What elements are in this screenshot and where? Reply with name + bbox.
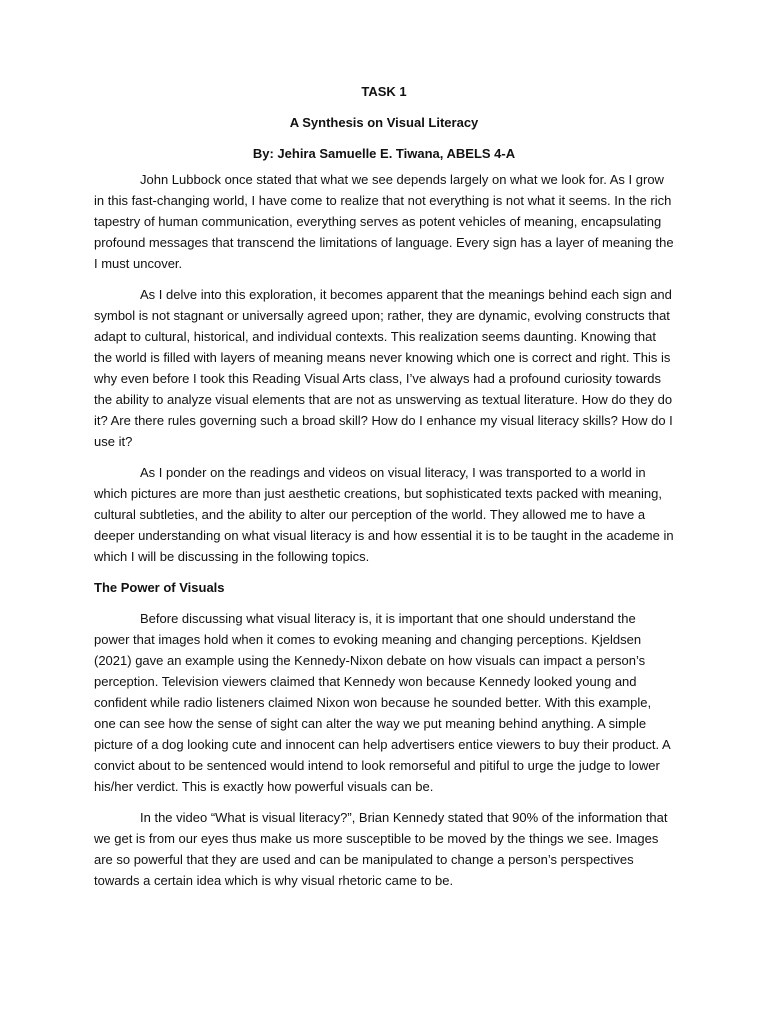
document-title: A Synthesis on Visual Literacy bbox=[289, 115, 479, 130]
paragraph: As I ponder on the readings and videos on visual literacy, I was transported to a world in which pictures are more than just aesthetic creations, but sophisticated texts packed with meaning, cultural subtleties, and the ability to alter our perception of the world. They allowed me to have a deeper understanding on what visual literacy is and how essential it is to be taught in the academe in which I will be discussing in the following topics. bbox=[94, 465, 674, 564]
author-line: By: Jehira Samuelle E. Tiwana, ABELS 4-A bbox=[252, 146, 516, 161]
section-heading: The Power of Visuals bbox=[94, 580, 225, 595]
paragraph: In the video “What is visual literacy?”, Brian Kennedy stated that 90% of the information that we get is from our eyes thus make us more susceptible to be moved by the things we see. Images are so powerful that they are used and can be manipulated to change a person’s perspectives towards a certain idea which is why visual rhetoric came to be. bbox=[94, 810, 668, 888]
paragraph: Before discussing what visual literacy is, it is important that one should understand the power that images hold when it comes to evoking meaning and changing perceptions. Kjeldsen (2021) gave an example using the Kennedy-Nixon debate on how visuals can impact a person’s perception. Television viewers claimed that Kennedy won because Kennedy looked young and confident while radio listeners claimed Nixon won because he sounded better. With this example, one can see how the sense of sight can alter the way we put meaning behind anything. A simple picture of a dog looking cute and innocent can help advertisers entice viewers to buy their product. A convict about to be sentenced would intend to look remorseful and pitiful to urge the judge to lower his/her verdict. This is exactly how powerful visuals can be. bbox=[94, 611, 670, 794]
paragraph: As I delve into this exploration, it becomes apparent that the meanings behind each sign and symbol is not stagnant or universally agreed upon; rather, they are dynamic, evolving constructs that adapt to cultural, historical, and individual contexts. This realization seems daunting. Knowing that the world is filled with layers of meaning means never knowing which one is correct and right. This is why even before I took this Reading Visual Arts class, I’ve always had a profound curiosity towards the ability to analyze visual elements that are not as unswerving as textual literature. How do they do it? Are there rules governing such a broad skill? How do I enhance my visual literacy skills? How do I use it? bbox=[94, 287, 673, 449]
task-heading: TASK 1 bbox=[361, 84, 407, 99]
paragraph: John Lubbock once stated that what we see depends largely on what we look for. As I grow in this fast-changing world, I have come to realize that not everything is not what it seems. In the rich tapestry of human communication, everything serves as potent vehicles of meaning, encapsulating profound messages that transcend the limitations of language. Every sign has a layer of meaning the I must uncover. bbox=[94, 172, 674, 271]
